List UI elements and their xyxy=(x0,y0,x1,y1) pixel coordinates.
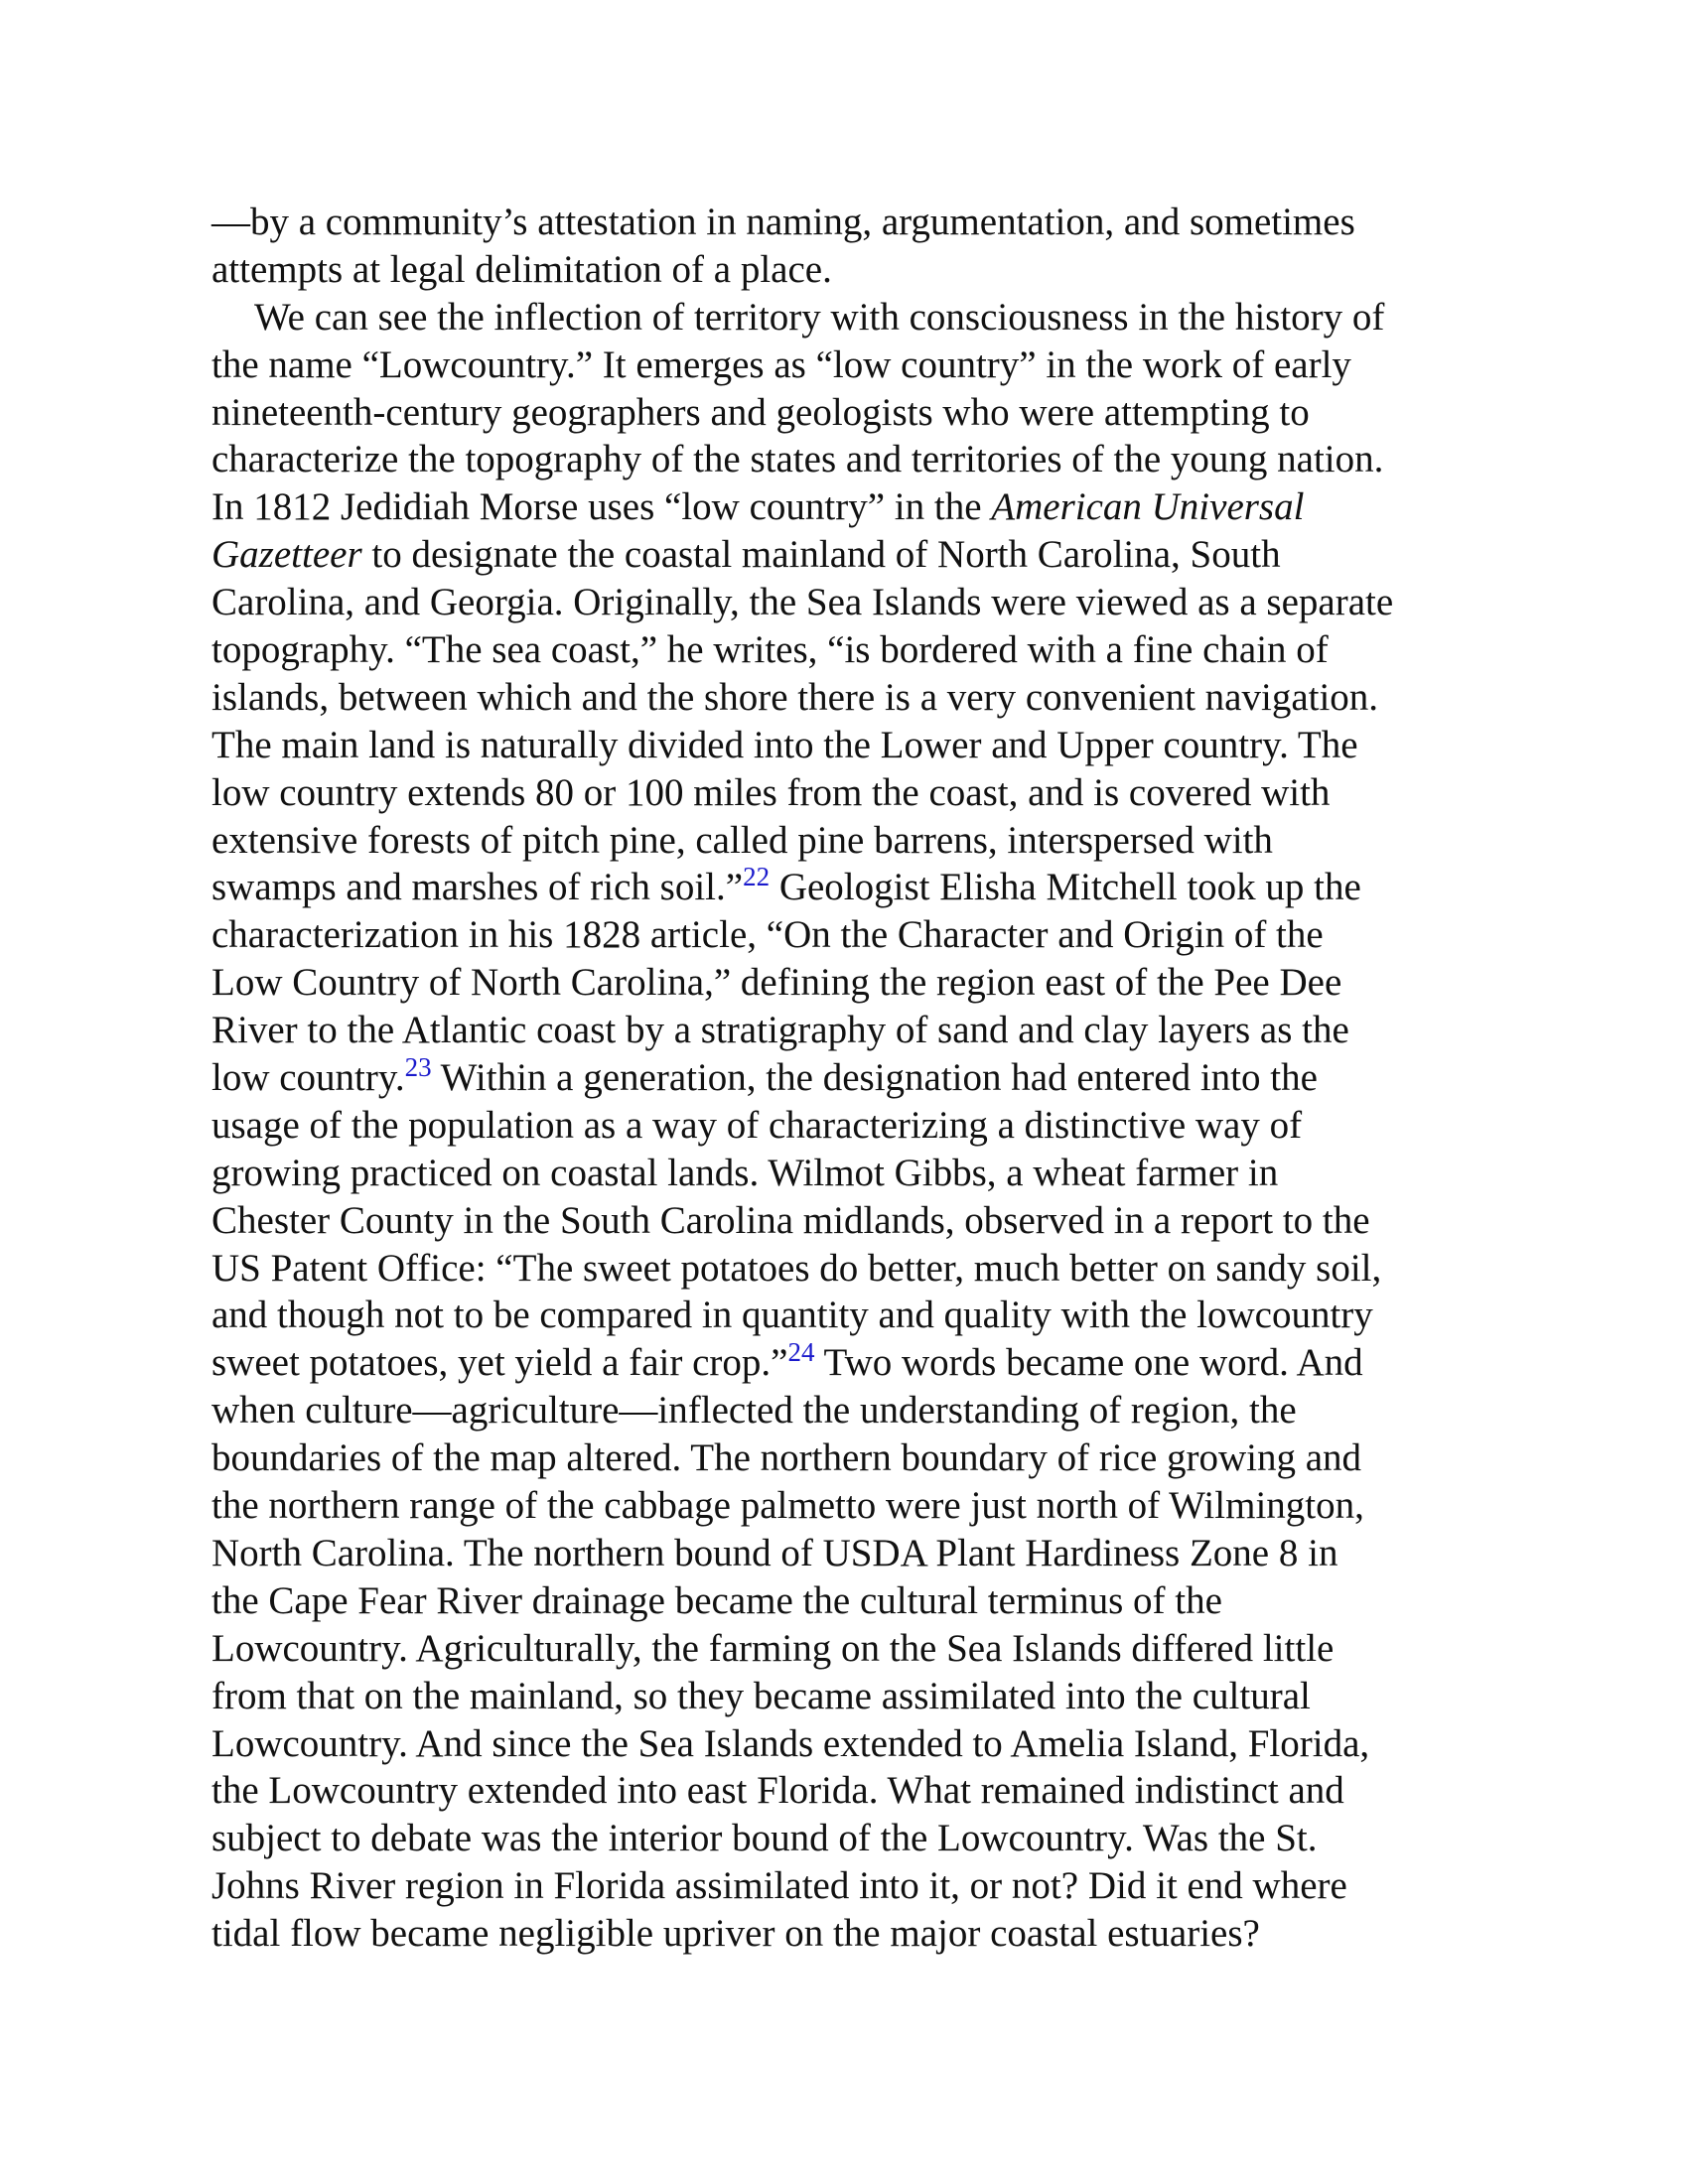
text-line xyxy=(211,1530,1502,1577)
text-span: River to the Atlantic coast by a stratigraphy of sand and clay layers as the xyxy=(211,1009,1349,1052)
text-span: Johns River region in Florida assimilated into it, or not? Did it end where xyxy=(211,1864,1347,1908)
text-line xyxy=(211,1197,1502,1245)
paragraph-first-line xyxy=(211,294,1502,341)
text-line xyxy=(211,959,1502,1007)
text-span: subject to debate was the interior bound of the Lowcountry. Was the St. xyxy=(211,1817,1318,1860)
text-span: when culture—agriculture—inflected the understanding of region, the xyxy=(211,1389,1297,1433)
text-line xyxy=(211,1150,1502,1197)
text-line xyxy=(211,864,1502,911)
text-line xyxy=(211,1720,1502,1768)
text-span: In 1812 Jedidiah Morse uses “low country” in the xyxy=(211,485,992,529)
text-line xyxy=(211,1767,1502,1815)
text-span: low country extends 80 or 100 miles from the coast, and is covered with xyxy=(211,770,1331,814)
text-line xyxy=(211,531,1502,579)
text-line xyxy=(211,911,1502,959)
text-line xyxy=(211,1434,1502,1482)
text-line xyxy=(211,1007,1502,1054)
text-line xyxy=(211,483,1502,531)
text-span: Low Country of North Carolina,” defining the region east of the Pee Dee xyxy=(211,961,1342,1005)
book-title-italic: American Universal xyxy=(991,485,1305,529)
text-line xyxy=(211,1339,1502,1387)
text-span: the Lowcountry extended into east Florida. What remained indistinct and xyxy=(211,1769,1344,1813)
text-span: extensive forests of pitch pine, called pine barrens, interspersed with xyxy=(211,818,1273,862)
text-span: swamps and marshes of rich soil.” xyxy=(211,866,744,909)
text-line xyxy=(211,199,1502,246)
text-span: attempts at legal delimitation of a place. xyxy=(211,247,832,291)
text-span: Lowcountry. Agriculturally, the farming on the Sea Islands differed little xyxy=(211,1626,1335,1670)
text-line xyxy=(211,1862,1502,1910)
text-span: We can see the inflection of territory with consciousness in the history of xyxy=(254,295,1385,339)
text-span: characterize the topography of the states and territories of the young nation. xyxy=(211,438,1384,481)
text-span: the name “Lowcountry.” It emerges as “low country” in the work of early xyxy=(211,342,1351,386)
text-span: Within a generation, the designation had entered into the xyxy=(431,1056,1318,1100)
text-span: US Patent Office: “The sweet potatoes do better, much better on sandy soil, xyxy=(211,1246,1382,1290)
footnote-link-24[interactable]: 24 xyxy=(787,1337,815,1368)
text-line xyxy=(211,1482,1502,1530)
text-span: boundaries of the map altered. The northern boundary of rice growing and xyxy=(211,1436,1362,1480)
text-span: the Cape Fear River drainage became the cultural terminus of the xyxy=(211,1578,1222,1622)
text-span: tidal flow became negligible upriver on the major coastal estuaries? xyxy=(211,1912,1260,1956)
text-line xyxy=(211,722,1502,769)
book-title-italic: Gazetteer xyxy=(211,533,362,577)
text-line xyxy=(211,674,1502,722)
text-line xyxy=(211,626,1502,674)
text-span: Two words became one word. And xyxy=(814,1341,1363,1385)
footnote-link-23[interactable]: 23 xyxy=(404,1052,432,1083)
text-line xyxy=(211,579,1502,626)
text-span: and though not to be compared in quantity and quality with the lowcountry xyxy=(211,1294,1373,1337)
footnote-link-22[interactable]: 22 xyxy=(743,862,771,892)
text-span: Geologist Elisha Mitchell took up the xyxy=(770,866,1361,909)
text-span: characterization in his 1828 article, “On the Character and Origin of the xyxy=(211,913,1324,957)
text-line xyxy=(211,1245,1502,1293)
text-line xyxy=(211,436,1502,483)
text-span: nineteenth-century geographers and geologists who were attempting to xyxy=(211,390,1310,434)
text-line xyxy=(211,1815,1502,1862)
text-line xyxy=(211,1054,1502,1102)
text-line xyxy=(211,246,1502,294)
text-span: The main land is naturally divided into the Lower and Upper country. The xyxy=(211,723,1358,766)
text-span: usage of the population as a way of characterizing a distinctive way of xyxy=(211,1103,1303,1147)
text-line xyxy=(211,1292,1502,1339)
text-line xyxy=(211,341,1502,389)
text-span: North Carolina. The northern bound of USDA Plant Hardiness Zone 8 in xyxy=(211,1531,1338,1574)
text-span: Chester County in the South Carolina midlands, observed in a report to the xyxy=(211,1198,1370,1242)
text-span: islands, between which and the shore there is a very convenient navigation. xyxy=(211,675,1379,719)
text-line xyxy=(211,1673,1502,1720)
text-line xyxy=(211,769,1502,817)
text-span: to designate the coastal mainland of North Carolina, South xyxy=(361,533,1281,577)
text-span: from that on the mainland, so they became assimilated into the cultural xyxy=(211,1674,1311,1717)
text-line xyxy=(211,1625,1502,1673)
text-span: Carolina, and Georgia. Originally, the Sea Islands were viewed as a separate xyxy=(211,581,1394,624)
text-line xyxy=(211,1910,1502,1958)
text-span: growing practiced on coastal lands. Wilmot Gibbs, a wheat farmer in xyxy=(211,1151,1279,1194)
text-line xyxy=(211,1577,1502,1625)
text-line xyxy=(211,389,1502,437)
text-span: —by a community’s attestation in naming, argumentation, and sometimes xyxy=(211,201,1355,243)
text-span: the northern range of the cabbage palmetto were just north of Wilmington, xyxy=(211,1484,1364,1528)
text-line xyxy=(211,1387,1502,1434)
text-span: Lowcountry. And since the Sea Islands extended to Amelia Island, Florida, xyxy=(211,1721,1370,1765)
text-span: sweet potatoes, yet yield a fair crop.” xyxy=(211,1341,788,1385)
text-span: low country. xyxy=(211,1056,405,1100)
book-page-body xyxy=(211,199,1502,1958)
text-line xyxy=(211,1102,1502,1150)
text-line xyxy=(211,817,1502,865)
text-span: topography. “The sea coast,” he writes, “is bordered with a fine chain of xyxy=(211,628,1329,672)
